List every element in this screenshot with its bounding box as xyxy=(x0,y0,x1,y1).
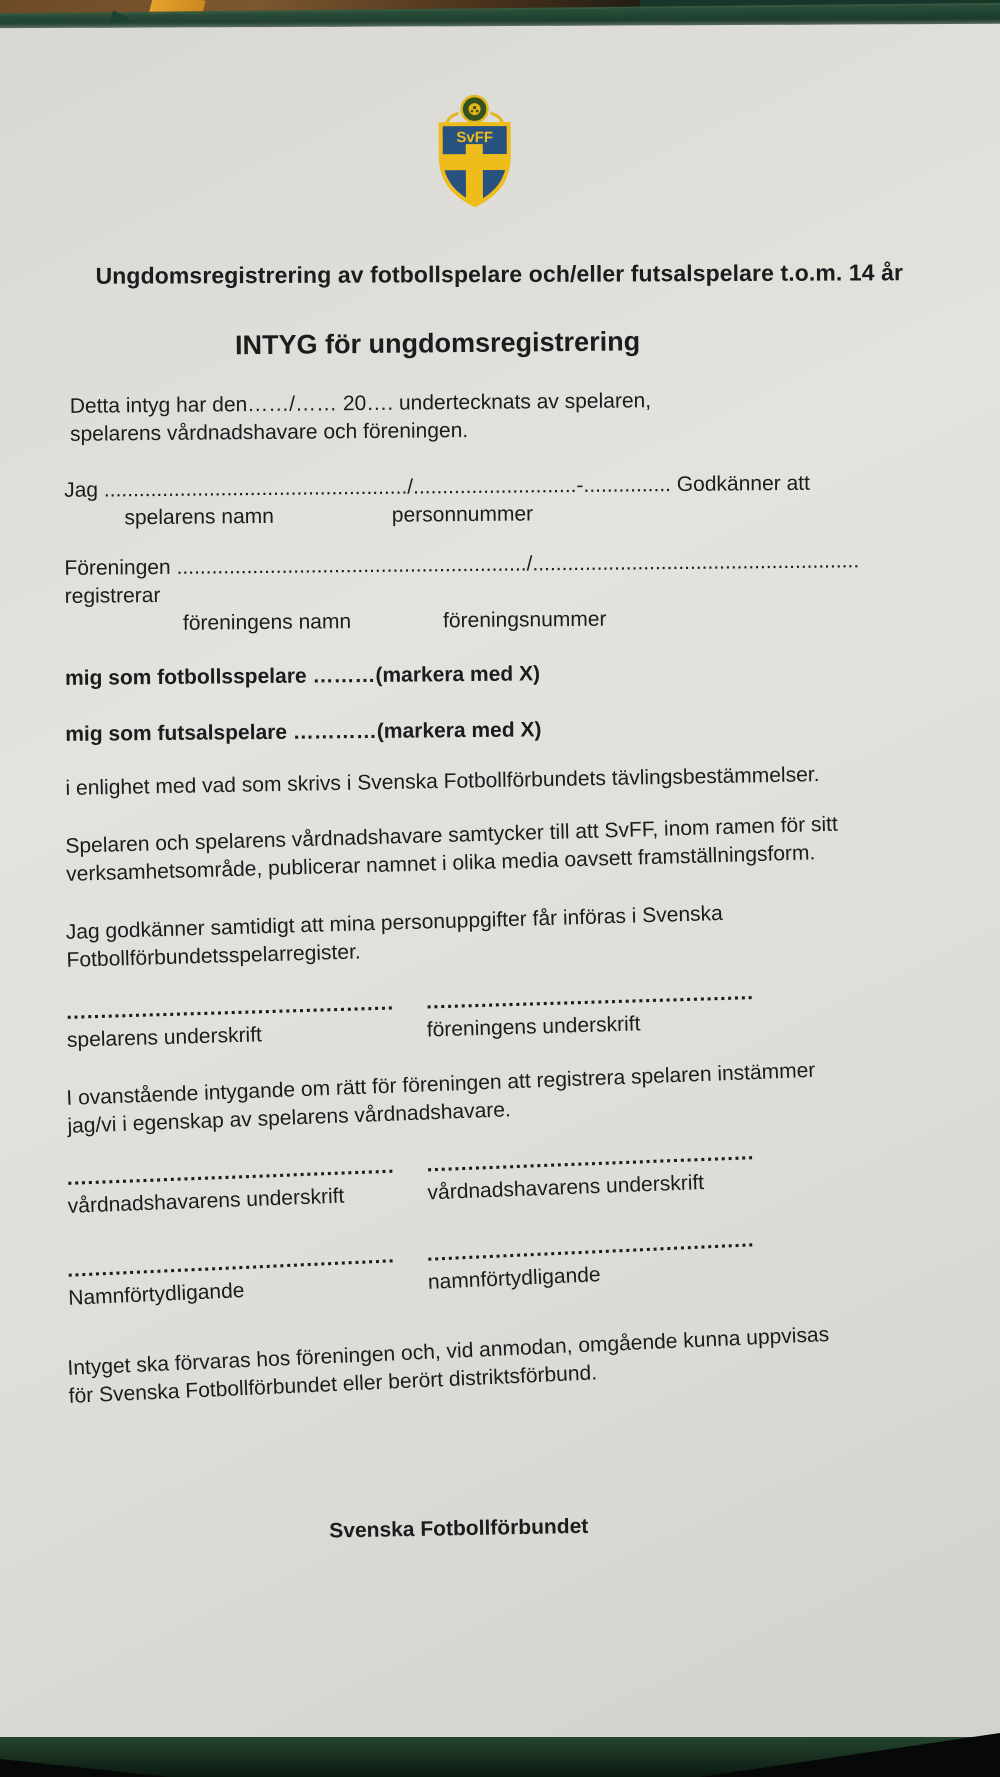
logo-cross-horizontal xyxy=(441,154,509,170)
guardian-paragraph: I ovanstående intygande om rätt för föreningen att registrera spelaren instämmer jag/vi i egenskap av spelarens vårdnadshavare. xyxy=(65,1058,816,1138)
document-title: Ungdomsregistrering av fotbollspelare och/eller futsalspelare t.o.m. 14 år xyxy=(95,259,904,289)
player-signature-cell xyxy=(66,991,427,1053)
club-signature-cell xyxy=(426,981,755,1042)
signature-dotted-line: ................................................ xyxy=(65,991,395,1024)
registration-form-paper xyxy=(0,24,1000,1760)
signature-row-2 xyxy=(66,1134,951,1219)
logo-football-dot xyxy=(476,110,479,113)
signature-dotted-line: ................................................ xyxy=(66,1154,396,1190)
football-mark-line: mig som fotbollsspelare ………(markera med X) xyxy=(64,662,541,690)
retention-paragraph: Intyget ska förvaras hos föreningen och, vid anmodan, omgående kunna uppvisas för Svenska Fotbollförbundet eller berört distriktsförbund. xyxy=(66,1322,830,1408)
logo-cross-vertical xyxy=(466,144,483,206)
logo-abbr-text: SvFF xyxy=(456,129,494,147)
signature-dotted-line: ................................................ xyxy=(426,1228,755,1266)
guardian-signature-cell-right xyxy=(426,1141,756,1205)
logo-football-dot xyxy=(471,110,474,113)
name-clarification-label: namnförtydligande xyxy=(427,1263,602,1294)
name-clarification-cell-right xyxy=(426,1228,756,1295)
media-consent-paragraph: Spelaren och spelarens vårdnadshavare samtycker till att SvFF, inom ramen för sitt verksamhetsområde, publicerar namnet i olika media oavsett framställningsform. xyxy=(65,812,839,886)
club-signature-label: föreningens underskrift xyxy=(426,1012,641,1042)
accordance-paragraph: i enlighet med vad som skrivs i Svenska Fotbollförbundets tävlingsbestämmelser. xyxy=(65,763,820,800)
guardian-signature-label: vårdnadshavarens underskrift xyxy=(427,1171,705,1205)
name-clarification-cell-left xyxy=(67,1243,429,1311)
club-number-label: föreningsnummer xyxy=(442,607,607,633)
signature-dotted-line: ................................................ xyxy=(66,1244,396,1282)
register-consent-paragraph: Jag godkänner samtidigt att mina personuppgifter får införas i Svenska Fotbollförbundetsspelarregister. xyxy=(65,901,724,972)
club-name-label: föreningens namn xyxy=(182,610,352,635)
svff-logo-icon xyxy=(433,92,518,210)
player-signature-line: Jag ..................................................../............................-............... Godkänner att xyxy=(64,471,810,502)
guardian-signature-label: vårdnadshavarens underskrift xyxy=(67,1184,345,1218)
svff-logo xyxy=(33,90,918,217)
desk-bottom-edge xyxy=(0,1737,1000,1777)
club-line: Föreningen ............................................................/........................................................ xyxy=(64,549,860,580)
name-clarification-label: Namnförtydligande xyxy=(67,1279,245,1310)
player-name-label: spelarens namn xyxy=(124,504,274,530)
document-subtitle: INTYG för ungdomsregistrering xyxy=(234,326,641,361)
bottom-left-shadow xyxy=(0,1747,170,1777)
bottom-right-shadow xyxy=(700,1733,1000,1777)
signature-row-1 xyxy=(66,975,951,1052)
document-footer: Svenska Fotbollförbundet xyxy=(329,1514,589,1543)
intro-paragraph: Detta intyg har den……/…… 20…. undertecknats av spelaren, spelarens vårdnadshavare och föreningen. xyxy=(69,389,652,446)
guardian-signature-cell-left xyxy=(66,1153,428,1218)
logo-football-dot xyxy=(473,106,476,109)
futsal-mark-line: mig som futsalspelare …………(markera med X) xyxy=(65,718,542,746)
signature-row-3 xyxy=(67,1220,952,1311)
signature-dotted-line: ................................................ xyxy=(426,1141,755,1177)
player-signature-label: spelarens underskrift xyxy=(66,1023,263,1052)
signature-dotted-line: ................................................ xyxy=(425,981,755,1014)
club-line-suffix: registrerar xyxy=(64,583,161,608)
personal-number-label: personnummer xyxy=(391,502,534,527)
